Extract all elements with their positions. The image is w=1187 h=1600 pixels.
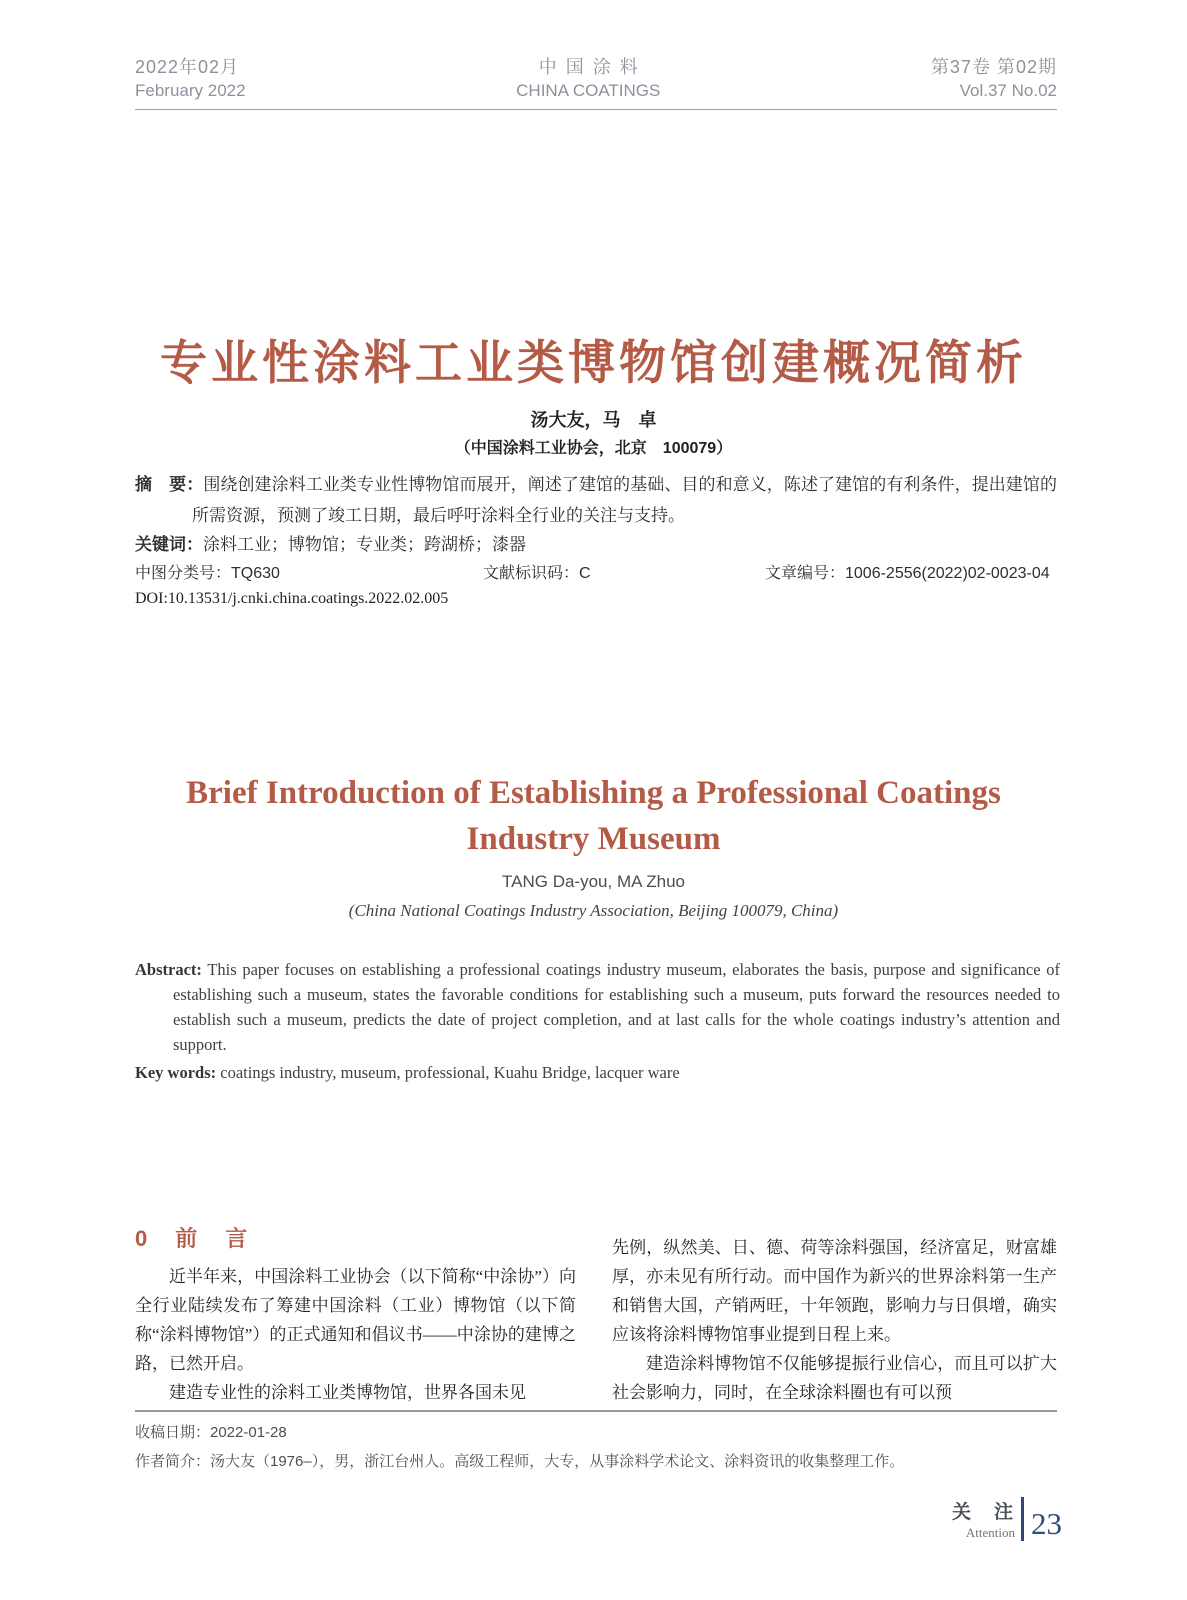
abstract-en — [135, 957, 1060, 1057]
affiliation-en: (China National Coatings Industry Association, Beijing 100079, China) — [348, 901, 839, 920]
keywords-zh-text: 涂料工业；博物馆；专业类；跨湖桥；漆器 — [203, 535, 526, 554]
keywords-en-label: Key words: — [135, 1063, 217, 1082]
keywords-zh — [135, 529, 1057, 560]
body-column-left — [135, 1224, 576, 1407]
running-head-issue — [135, 56, 246, 102]
abstract-en-block — [135, 957, 1060, 1085]
page-number: 23 — [1031, 1506, 1063, 1541]
keywords-zh-label: 关键词： — [135, 535, 203, 554]
abstract-zh — [135, 469, 1057, 531]
body-paragraph: 建造涂料博物馆不仅能够提振行业信心，而且可以扩大社会影响力，同时，在全球涂料圈也有可以预 — [612, 1354, 1057, 1402]
abstract-en-text: This paper focuses on establishing a professional coatings industry museum, elaborates the basis, purpose and significance of establishing such a museum, states the favorable conditions for establishing such a museum, puts forward the resources needed to establish such a museum, predicts the date of project completion, and at last calls for the whole coatings industry’s attention and support. — [173, 960, 1061, 1054]
running-head-volume — [931, 56, 1057, 102]
issue-date-zh: 2022年02月 — [135, 57, 240, 77]
article-title-en-line2: Industry Museum — [466, 821, 721, 857]
body-paragraph: 先例，纵然美、日、德、荷等涂料强国，经济富足，财富雄厚，亦未见有所行动。而中国作为新兴的世界涂料第一生产和销售大国，产销两旺，十年领跑，影响力与日俱增，确实应该将涂料博物馆事业提到日程上来。 — [612, 1238, 1057, 1344]
classification-row — [135, 560, 1057, 583]
clc-number: 中图分类号：TQ630 — [135, 565, 280, 582]
journal-name-zh: 中国涂料 — [538, 57, 647, 77]
footer-section-en: Attention — [965, 1525, 1016, 1540]
footer-divider-bar — [1021, 1497, 1024, 1541]
body-paragraph: 近半年来，中国涂料工业协会（以下简称“中涂协”）向全行业陆续发布了筹建中国涂料（工业）博物馆（以下简称“涂料博物馆”）的正式通知和倡议书——中涂协的建博之路，已然开启。 — [135, 1267, 576, 1373]
received-date: 收稿日期：2022-01-28 — [135, 1424, 287, 1441]
abstract-en-label: Abstract: — [135, 960, 202, 979]
running-head — [135, 56, 1057, 110]
affiliation-zh: （中国涂料工业协会，北京 100079） — [454, 440, 733, 457]
keywords-en-text: coatings industry, museum, professional, Kuahu Bridge, lacquer ware — [220, 1063, 680, 1082]
volume-zh: 第37卷 第02期 — [930, 57, 1057, 77]
page-footer — [952, 1497, 1062, 1541]
article-title-zh: 专业性涂料工业类博物馆创建概况简析 — [160, 336, 1027, 389]
article-title-en-line1: Brief Introduction of Establishing a Professional Coatings — [186, 775, 1001, 811]
authors-en: TANG Da-you, MA Zhuo — [502, 872, 685, 891]
abstract-zh-text: 围绕创建涂料工业类专业性博物馆而展开，阐述了建馆的基础、目的和意义，陈述了建馆的有利条件，提出建馆的所需资源，预测了竣工日期，最后呼吁涂料全行业的关注与支持。 — [192, 475, 1058, 525]
journal-name-en: CHINA COATINGS — [516, 81, 661, 100]
footnote-block — [135, 1410, 1057, 1476]
article-number: 文章编号：1006-2556(2022)02-0023-04 — [765, 565, 1050, 582]
footer-section-zh: 关 注 — [952, 1502, 1016, 1523]
keywords-en — [135, 1060, 1060, 1085]
body-columns — [135, 1224, 1057, 1407]
running-head-journal — [516, 56, 660, 102]
body-column-right — [612, 1224, 1057, 1407]
issue-date-en: February 2022 — [135, 81, 246, 100]
document-code: 文献标识码：C — [483, 565, 591, 582]
author-bio: 作者简介：汤大友（1976–），男，浙江台州人。高级工程师，大专，从事涂料学术论文、涂料资讯的收集整理工作。 — [135, 1453, 905, 1470]
article-title-en — [0, 770, 1187, 862]
abstract-zh-label: 摘 要： — [135, 475, 204, 494]
footer-section-labels — [952, 1501, 1015, 1541]
volume-en: Vol.37 No.02 — [959, 81, 1057, 100]
body-paragraph: 建造专业性的涂料工业类博物馆，世界各国未见 — [169, 1383, 526, 1402]
authors-zh: 汤大友，马 卓 — [530, 410, 657, 430]
section-heading-0: 0 前 言 — [135, 1226, 251, 1251]
doi: DOI:10.13531/j.cnki.china.coatings.2022.02.005 — [135, 590, 449, 607]
